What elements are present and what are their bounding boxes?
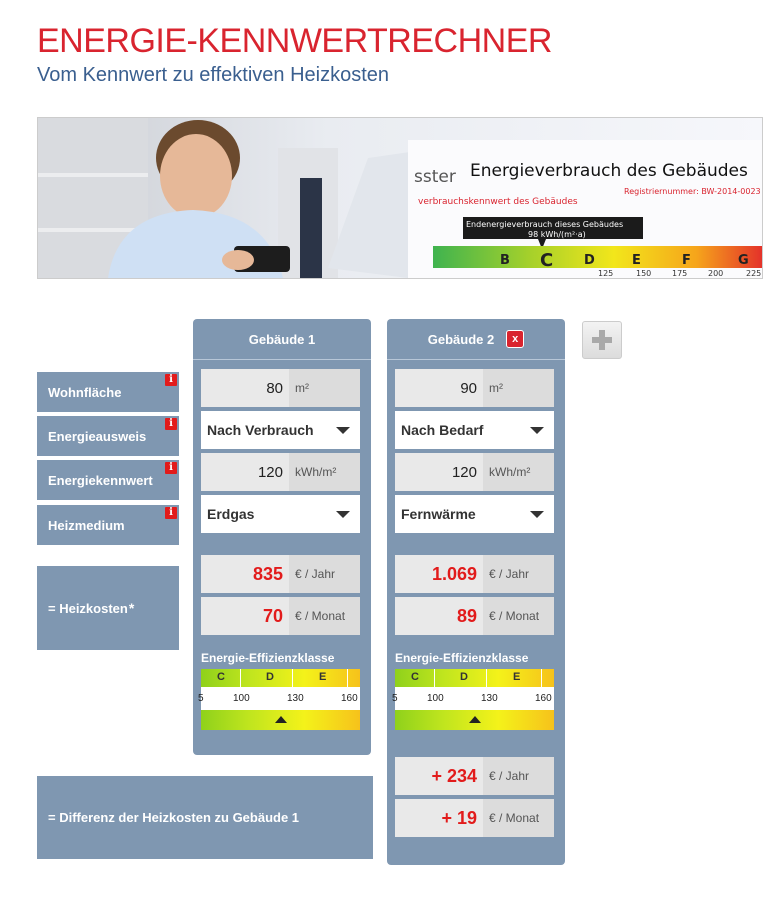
banner-heading: Energieverbrauch des Gebäudes [470,161,748,181]
eff-letter: C [411,671,419,683]
banner-class-letter: G [738,253,749,268]
eff-letter: D [266,671,274,683]
kennwert-value[interactable]: 120 [451,463,477,481]
footnote-star: * [128,600,135,616]
label-heizmedium [37,505,179,545]
building-1-column [193,319,371,755]
kennwert-value[interactable]: 120 [257,463,283,481]
banner-class-letter: C [540,250,554,271]
building-2-header [387,319,565,360]
medium-select[interactable] [201,495,360,533]
area-unit: m² [483,369,554,407]
cost-year-unit: € / Jahr [483,555,554,593]
diff-month-unit: € / Monat [483,799,554,837]
chevron-down-icon [336,427,350,434]
label-differenz-text: = Differenz der Heizkosten zu Gebäude 1 [48,810,300,825]
efficiency-scale [392,669,554,730]
info-icon[interactable]: i [165,418,177,430]
eff-letter: E [513,671,521,683]
efficiency-marker-icon [469,716,481,723]
certificate-value: Nach Verbrauch [207,422,314,438]
building-1-title: Gebäude 1 [248,331,316,347]
label-heizmedium-text: Heizmedium [48,517,125,533]
label-differenz [37,776,373,859]
label-energiekennwert-text: Energiekennwert [48,472,153,488]
cost-year-unit: € / Jahr [289,555,360,593]
banner-heading-prefix: sster [414,167,456,187]
banner-tick-label: 125 [598,269,614,278]
diff-year-unit: € / Jahr [483,757,554,795]
certificate-select[interactable] [201,411,360,449]
medium-value: Fernwärme [401,506,476,522]
cost-month-value: 70 [262,605,283,626]
diff-year-value: + 234 [431,765,477,786]
area-field[interactable] [395,369,554,407]
label-heizkosten-text: = Heizkosten [48,600,128,616]
cost-year-value: 1.069 [431,563,477,584]
banner-tick-label: 225 [746,269,762,278]
banner-class-letter: F [682,253,691,268]
plus-icon [590,328,614,352]
cost-year-box [201,555,360,593]
eff-tick: 160 [535,693,552,704]
banner-class-letter: E [632,253,641,268]
banner-tick-label: 150 [636,269,652,278]
label-energieausweis-text: Energieausweis [48,428,147,444]
kennwert-field[interactable] [395,453,554,491]
banner-caption: verbrauchskennwert des Gebäudes [418,197,578,207]
add-building-button[interactable] [582,321,622,359]
label-wohnflaeche-text: Wohnfläche [48,384,122,400]
info-icon[interactable]: i [165,374,177,386]
cost-month-unit: € / Monat [483,597,554,635]
eff-tick: 130 [287,693,304,704]
hero-banner [37,117,763,279]
eff-letter: D [460,671,468,683]
kennwert-field[interactable] [201,453,360,491]
banner-marker-value: 98 kWh/(m²·a) [528,230,586,239]
area-value[interactable]: 80 [266,379,283,397]
diff-month-box [395,799,554,837]
banner-tick-label: 175 [672,269,688,278]
chevron-down-icon [336,511,350,518]
certificate-select[interactable] [395,411,554,449]
kennwert-unit: kWh/m² [289,453,360,491]
efficiency-scale [198,669,360,730]
banner-class-letter: B [500,253,510,268]
info-icon[interactable]: i [165,462,177,474]
label-heizkosten [37,566,179,650]
eff-letter: C [217,671,225,683]
banner-registry: Registriernummer: BW-2014-0023 [624,187,761,196]
cost-year-box [395,555,554,593]
area-field[interactable] [201,369,360,407]
cost-month-box [201,597,360,635]
cost-month-unit: € / Monat [289,597,360,635]
eff-tick: 100 [233,693,250,704]
chevron-down-icon [530,427,544,434]
eff-tick: 130 [481,693,498,704]
eff-letter: E [319,671,327,683]
efficiency-title: Energie-Effizienzklasse [201,651,335,665]
label-energiekennwert [37,460,179,500]
chevron-down-icon [530,511,544,518]
banner-class-letter: D [584,253,595,268]
medium-value: Erdgas [207,506,255,522]
building-1-header [193,319,371,360]
eff-tick: 100 [427,693,444,704]
cost-month-box [395,597,554,635]
label-energieausweis [37,416,179,456]
cost-month-value: 89 [456,605,477,626]
diff-month-value: + 19 [441,807,477,828]
eff-tick: 5 [198,693,204,704]
info-icon[interactable]: i [165,507,177,519]
cost-year-value: 835 [252,563,283,584]
area-unit: m² [289,369,360,407]
page-subtitle: Vom Kennwert zu effektiven Heizkosten [37,64,390,86]
page-title: ENERGIE-KENNWERTRECHNER [37,22,552,60]
eff-tick: 5 [392,693,398,704]
banner-marker-label: Endenergieverbrauch dieses Gebäudes [466,220,624,229]
banner-tick-label: 200 [708,269,724,278]
building-2-title: Gebäude 2 [427,331,495,347]
diff-year-box [395,757,554,795]
certificate-value: Nach Bedarf [401,422,484,438]
eff-tick: 160 [341,693,358,704]
remove-building-button[interactable]: x [506,330,524,348]
efficiency-marker-icon [275,716,287,723]
building-2-column [387,319,565,865]
kennwert-unit: kWh/m² [483,453,554,491]
medium-select[interactable] [395,495,554,533]
area-value[interactable]: 90 [460,379,477,397]
label-wohnflaeche [37,372,179,412]
efficiency-title: Energie-Effizienzklasse [395,651,529,665]
